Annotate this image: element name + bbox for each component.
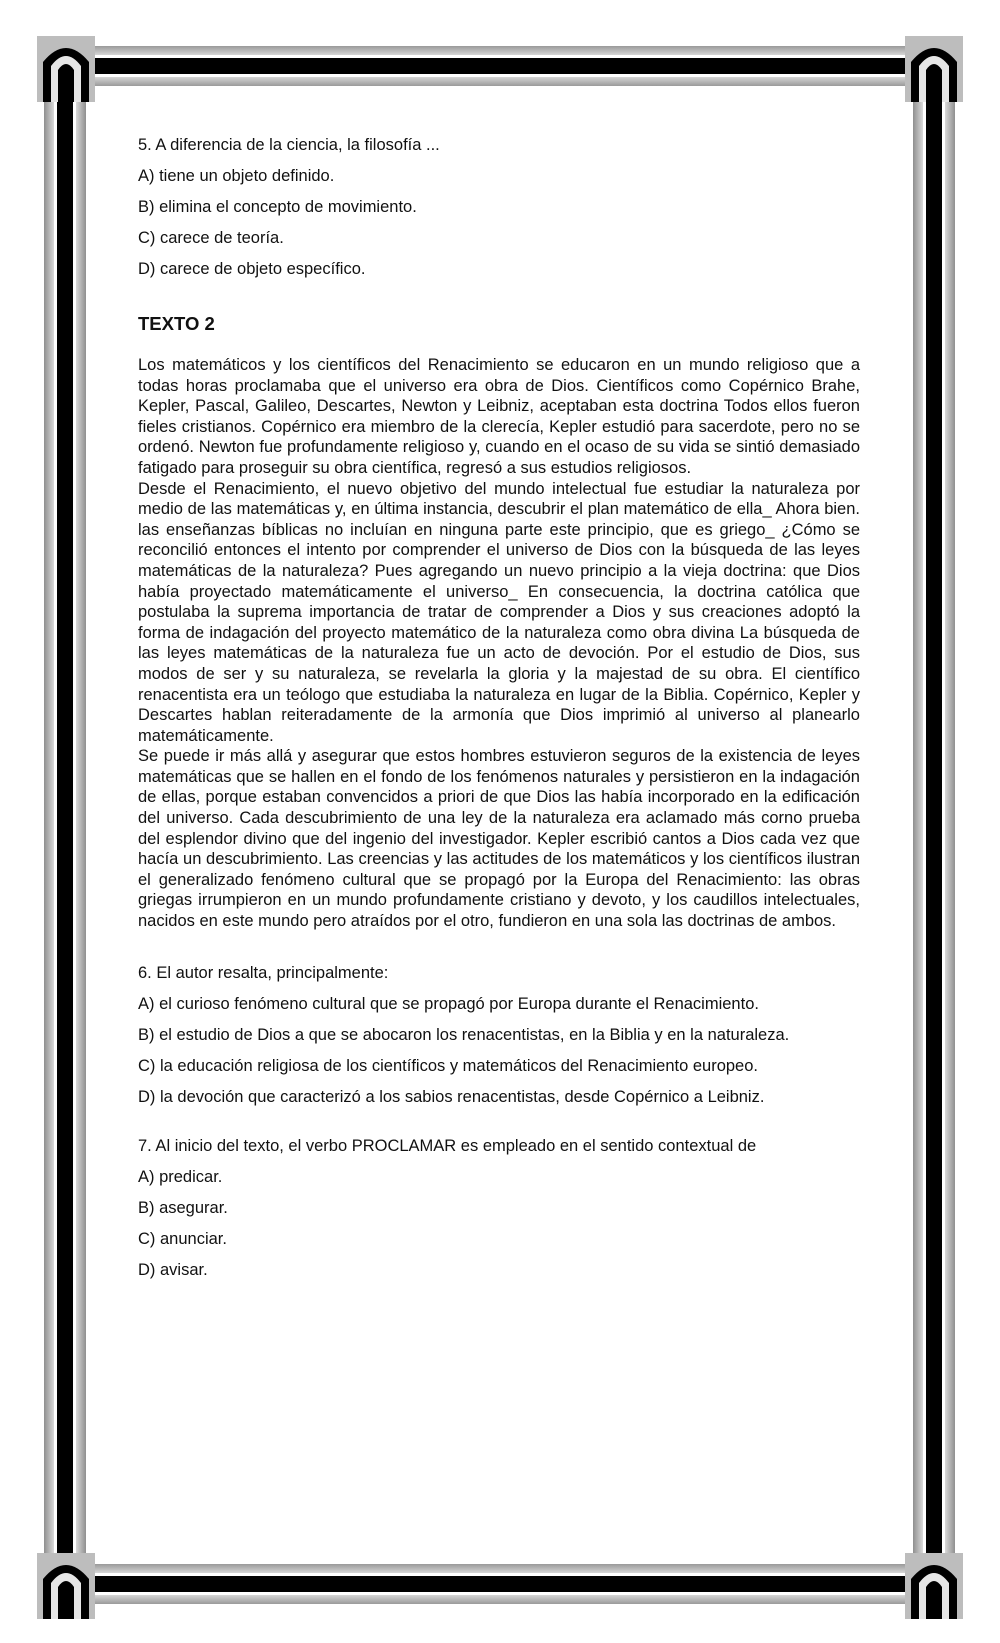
answer-option-d: D) carece de objeto específico.	[138, 260, 366, 278]
frame-bottom-border	[70, 1564, 930, 1604]
question-text: 6. El autor resalta, principalmente:	[138, 963, 389, 982]
question-text: 7. Al inicio del texto, el verbo PROCLAMAR es empleado en el sentido contextual de	[138, 1136, 757, 1155]
passage-paragraph: Desde el Renacimiento, el nuevo objetivo del mundo intelectual fue estudiar la naturaleza por medio de las matemáticas y, en última instancia, descubrir el plan matemático de ella_ Ahora bien. las enseñanzas bíblicas no incluían en ninguna parte este principio, que es griego_ ¿Cómo se reconcilió entonces el intento por comprender el universo de Dios con la búsqueda de las leyes matemáticas de la naturaleza? Pues agregando un nuevo principio a la vieja doctrina: que Dios había proyectado matemáticamente el universo_ En consecuencia, la doctrina católica que postulaba la suprema importancia de tratar de comprender a Dios y sus creaciones adoptó la forma de indagación del proyecto matemático de la naturaleza como obra divina La búsqueda de las leyes matemáticas de la naturaleza fue un acto de devoción. Por el estudio de Dios, sus modos de ser y su naturaleza, se revelarla la gloria y la majestad de su obra. El científico renacentista era un teólogo que estudiaba la naturaleza en lugar de la Biblia. Copérnico, Kepler y Descartes hablan reiteradamente de la armonía que Dios imprimió al universo al planearlo matemáticamente.	[138, 479, 860, 745]
answer-option-c: C) carece de teoría.	[138, 229, 284, 247]
answer-option-c: C) anunciar.	[138, 1229, 227, 1248]
corner-arch-ornament-icon	[37, 36, 95, 102]
answer-option-b: B) elimina el concepto de movimiento.	[138, 198, 417, 216]
question-text: 5. A diferencia de la ciencia, la filosofía ...	[138, 136, 440, 154]
frame-top-border	[70, 46, 930, 86]
answer-option-c: C) la educación religiosa de los científicos y matemáticos del Renacimiento europeo.	[138, 1056, 758, 1075]
question-5	[138, 135, 860, 279]
corner-arch-ornament-icon	[905, 1553, 963, 1619]
answer-option-a: A) tiene un objeto definido.	[138, 167, 335, 185]
section-title: TEXTO 2	[138, 313, 215, 334]
question-6	[138, 963, 860, 1107]
document-body	[138, 135, 860, 1291]
answer-option-d: D) avisar.	[138, 1260, 208, 1279]
reading-passage	[138, 355, 860, 932]
corner-arch-ornament-icon	[37, 1553, 95, 1619]
answer-option-b: B) asegurar.	[138, 1198, 228, 1217]
corner-arch-ornament-icon	[905, 36, 963, 102]
answer-option-d: D) la devoción que caracterizó a los sabios renacentistas, desde Copérnico a Leibniz.	[138, 1087, 765, 1106]
answer-option-a: A) predicar.	[138, 1167, 223, 1186]
passage-paragraph: Se puede ir más allá y asegurar que estos hombres estuvieron seguros de la existencia de leyes matemáticas que se hallen en el fondo de los fenómenos naturales y persistieron en la indagación de ellas, porque estaban convencidos a priori de que Dios las había incorporado en la edificación del universo. Cada descubrimiento de una ley de la naturaleza era aclamado más corno prueba del esplendor divino que del ingenio del investigador. Kepler escribió cantos a Dios cada vez que hacía un descubrimiento. Las creencias y las actitudes de los matemáticos y los científicos ilustran el generalizado fenómeno cultural que se propagó por la Europa del Renacimiento: las obras griegas irrumpieron en un mundo profundamente cristiano y devoto, y los caudillos intelectuales, nacidos en este mundo pero atraídos por el otro, fundieron en una sola las doctrinas de ambos.	[138, 747, 860, 931]
answer-option-b: B) el estudio de Dios a que se abocaron los renacentistas, en la Biblia y en la naturaleza.	[138, 1025, 790, 1044]
frame-right-border	[913, 40, 955, 1603]
frame-left-border	[44, 40, 86, 1603]
passage-paragraph: Los matemáticos y los científicos del Renacimiento se educaron en un mundo religioso que a todas horas proclamaba que el universo era obra de Dios. Científicos como Copérnico Brahe, Kepler, Pascal, Galileo, Descartes, Newton y Leibniz, aceptaban esta doctrina Todos ellos fueron fieles cristianos. Copérnico era miembro de la clerecía, Kepler estudió para sacerdote, pero no se ordenó. Newton fue profundamente religioso y, cuando en el ocaso de su vida se sintió demasiado fatigado para proseguir su obra científica, regresó a sus estudios religiosos.	[138, 356, 860, 477]
answer-option-a: A) el curioso fenómeno cultural que se propagó por Europa durante el Renacimiento.	[138, 994, 759, 1013]
question-7	[138, 1136, 860, 1280]
